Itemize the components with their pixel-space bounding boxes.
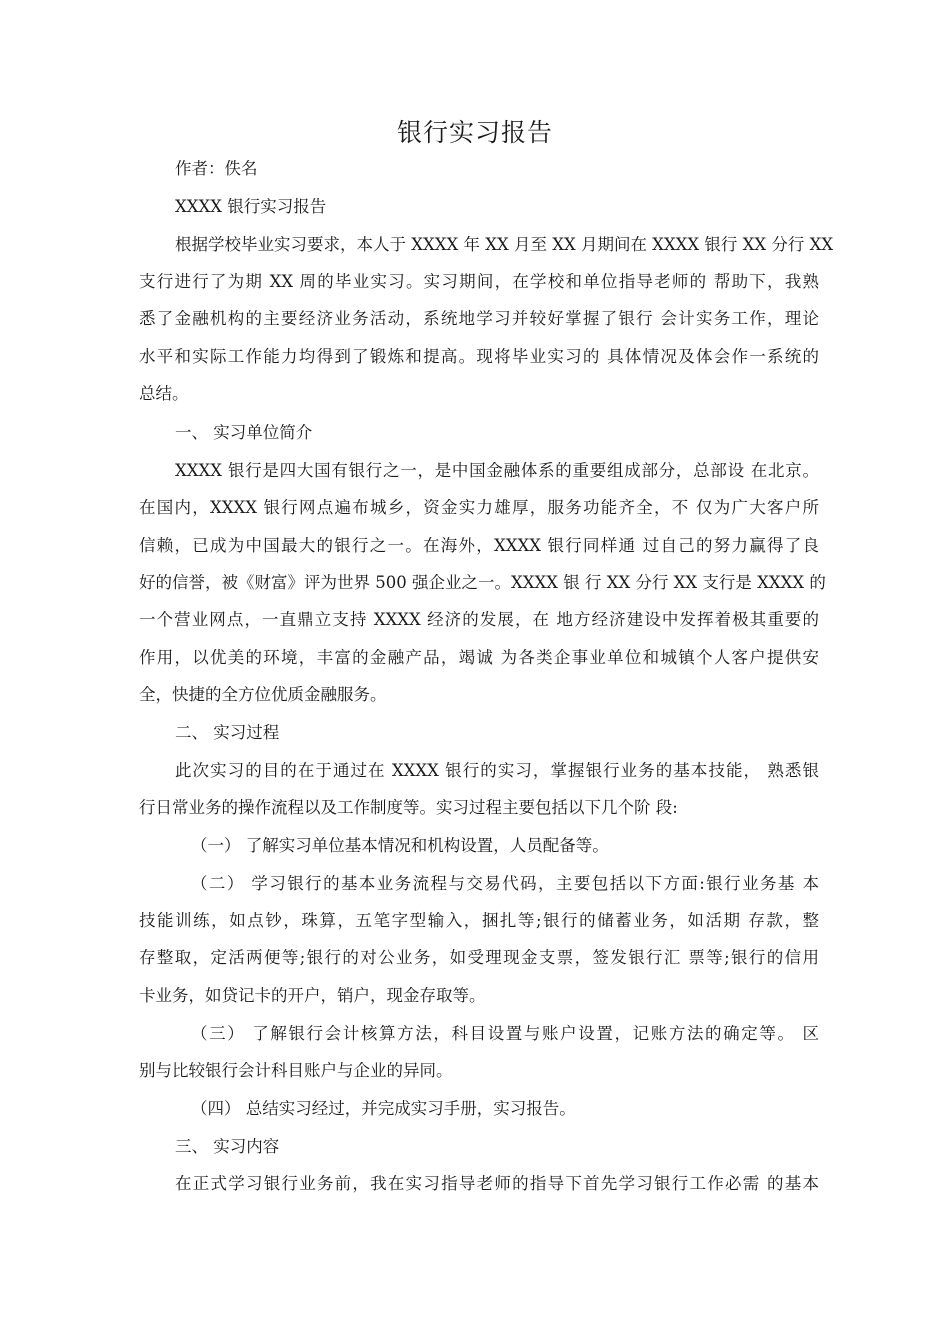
list-item: （二） 学习银行的基本业务流程与交易代码，主要包括以下方面:银行业务基 本 [191,874,819,893]
paragraph-line: 技能训练，如点钞，珠算，五笔字型输入，捆扎等;银行的储蓄业务，如活期 存款，整 [139,911,819,930]
paragraph-line: 存整取，定活两便等;银行的对公业务，如受理现金支票，签发银行汇 票等;银行的信用 [139,948,819,967]
paragraph-line: 行日常业务的操作流程以及工作制度等。实习过程主要包括以下几个阶 段: [139,798,678,817]
list-item: （一） 了解实习单位基本情况和机构设置，人员配备等。 [191,836,609,855]
paragraph-line: 在正式学习银行业务前，我在实习指导老师的指导下首先学习银行工作必需 的基本 [175,1174,819,1193]
paragraph-line: 全，快捷的全方位优质金融服务。 [139,685,387,704]
list-item: （三） 了解银行会计核算方法，科目设置与账户设置，记账方法的确定等。 区 [191,1024,819,1043]
section-heading: 一、 实习单位简介 [175,423,313,442]
subtitle-line: XXXX 银行实习报告 [175,197,327,216]
paragraph-line: XXXX 银行是四大国有银行之一，是中国金融体系的重要组成部分，总部设 在北京。 [175,461,819,480]
paragraph-line: 在国内，XXXX 银行网点遍布城乡，资金实力雄厚，服务功能齐全，不 仅为广大客户所 [139,498,819,517]
section-heading: 三、 实习内容 [175,1137,280,1156]
paragraph-line: 悉了金融机构的主要经济业务活动，系统地学习并较好掌握了银行 会计实务工作，理论 [139,309,819,328]
paragraph-line: 信赖，已成为中国最大的银行之一。在海外，XXXX 银行同样通 过自己的努力赢得了良 [139,536,819,555]
paragraph-line: 作用，以优美的环境，丰富的金融产品，竭诚 为各类企事业单位和城镇个人客户提供安 [139,648,819,667]
paragraph-line: 一个营业网点，一直鼎立支持 XXXX 经济的发展，在 地方经济建设中发挥着极其重要的 [139,610,819,629]
paragraph-line: 水平和实际工作能力均得到了锻炼和提高。现将毕业实习的 具体情况及体会作一系统的 [139,347,819,366]
paragraph-line: 别与比较银行会计科目账户与企业的异同。 [139,1061,453,1080]
paragraph-line: 卡业务，如贷记卡的开户，销户，现金存取等。 [139,986,486,1005]
list-item: （四） 总结实习经过，并完成实习手册，实习报告。 [191,1099,576,1118]
paragraph-line: 此次实习的目的在于通过在 XXXX 银行的实习，掌握银行业务的基本技能， 熟悉银 [175,761,819,780]
paragraph-line: 支行进行了为期 XX 周的毕业实习。实习期间，在学校和单位指导老师的 帮助下，我熟 [139,272,819,291]
paragraph-line: 总结。 [139,384,189,403]
document-title: 银行实习报告 [396,118,553,147]
author-line: 作者：佚名 [175,159,258,178]
paragraph-line: 根据学校毕业实习要求，本人于 XXXX 年 XX 月至 XX 月期间在 XXXX 银行 XX 分行 XX [175,235,834,254]
paragraph-line: 好的信誉，被《财富》评为世界 500 强企业之一。XXXX 银 行 XX 分行 XX 支行是 XXXX 的 [139,573,826,592]
section-heading: 二、 实习过程 [175,723,280,742]
